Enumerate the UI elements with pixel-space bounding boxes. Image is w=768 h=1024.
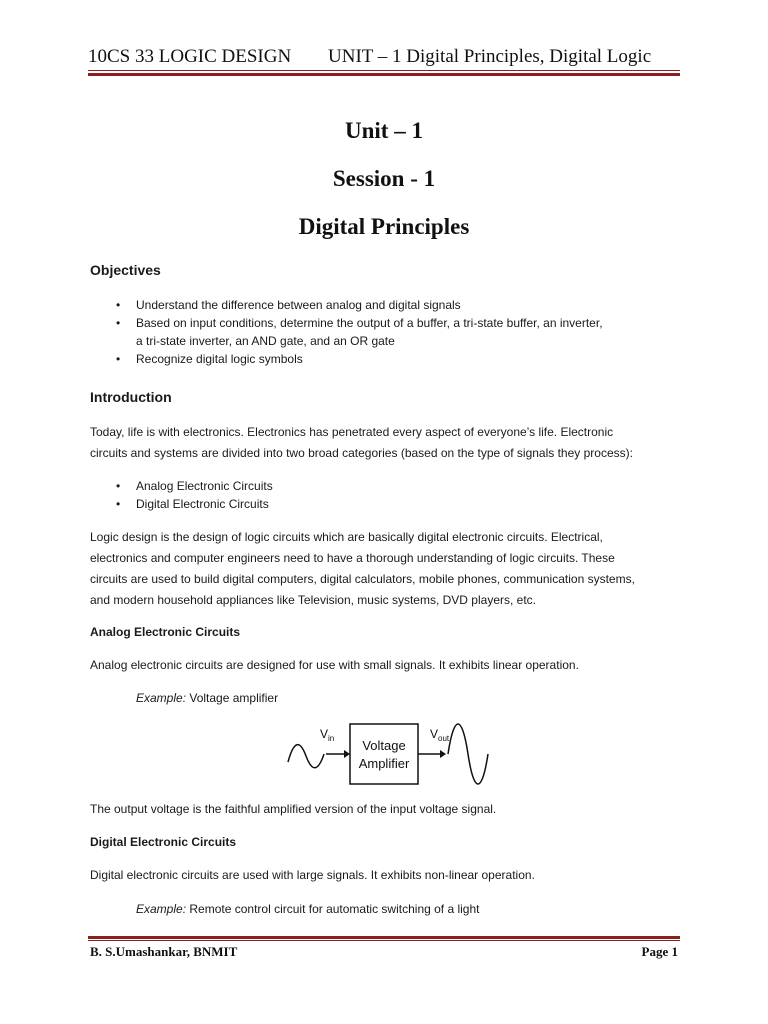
header-course: 10CS 33 LOGIC DESIGN bbox=[88, 46, 292, 67]
vin-label: $V_{in}$ bbox=[320, 727, 335, 743]
objectives-heading: Objectives bbox=[90, 262, 161, 278]
amplifier-label-line2: Amplifier bbox=[358, 756, 410, 771]
unit-title: Unit – 1 bbox=[345, 118, 423, 143]
running-header bbox=[88, 46, 680, 68]
introduction-heading: Introduction bbox=[90, 389, 172, 405]
digital-text: Digital electronic circuits are used with large signals. It exhibits non-linear operation. bbox=[90, 868, 535, 882]
analog-heading: Analog Electronic Circuits bbox=[90, 625, 241, 639]
analog-example: Example: Voltage amplifier bbox=[136, 691, 279, 705]
voltage-amplifier-diagram bbox=[284, 716, 504, 796]
session-title: Session - 1 bbox=[332, 166, 436, 191]
circuit-categories-list bbox=[116, 477, 273, 513]
objective-item: • Based on input conditions, determine the output of a buffer, a tri-state buffer, an inverter, a tri-state inverter, an AND gate, and an OR gate bbox=[116, 314, 603, 350]
header-rule-thin bbox=[88, 70, 680, 71]
footer-rule-thick bbox=[88, 936, 680, 939]
header-unit: UNIT – 1 Digital Principles, Digital Logic bbox=[328, 46, 652, 67]
page-number: Page 1 bbox=[641, 944, 678, 959]
amplifier-box bbox=[350, 724, 418, 784]
category-item: • Analog Electronic Circuits bbox=[116, 477, 273, 495]
amplifier-label-line1: Voltage bbox=[362, 738, 406, 753]
analog-after-text: The output voltage is the faithful amplified version of the input voltage signal. bbox=[90, 802, 497, 816]
intro-paragraph-2: Logic design is the design of logic circuits which are basically digital electronic circuits. Electrical, electronics and computer engineers need to have a thorough understanding of logic circuits. These circuits are used to build digital computers, digital calculators, mobile phones, communication systems, and modern household appliances like Television, music systems, DVD players, etc. bbox=[90, 530, 635, 607]
digital-example: Example: Remote control circuit for automatic switching of a light bbox=[136, 902, 480, 916]
objective-item: • Understand the difference between analog and digital signals bbox=[116, 296, 603, 314]
category-item: • Digital Electronic Circuits bbox=[116, 495, 273, 513]
footer-rule-thin bbox=[88, 940, 680, 941]
digital-heading: Digital Electronic Circuits bbox=[90, 835, 237, 849]
footer-author: B. S.Umashankar, BNMIT bbox=[90, 944, 238, 959]
objective-item: • Recognize digital logic symbols bbox=[116, 350, 603, 368]
objectives-list bbox=[116, 296, 603, 368]
intro-paragraph-1: Today, life is with electronics. Electronics has penetrated every aspect of everyone’s life. Electronic circuits and systems are divided into two broad categories (based on the type of signals they process): bbox=[90, 425, 633, 460]
output-sine-wave-icon bbox=[448, 724, 488, 784]
header-rule-thick bbox=[88, 73, 680, 76]
input-sine-wave-icon bbox=[288, 745, 324, 768]
analog-text: Analog electronic circuits are designed for use with small signals. It exhibits linear operation. bbox=[90, 658, 579, 672]
chapter-title: Digital Principles bbox=[298, 214, 470, 239]
vout-label: $V_{out}$ bbox=[430, 727, 450, 743]
